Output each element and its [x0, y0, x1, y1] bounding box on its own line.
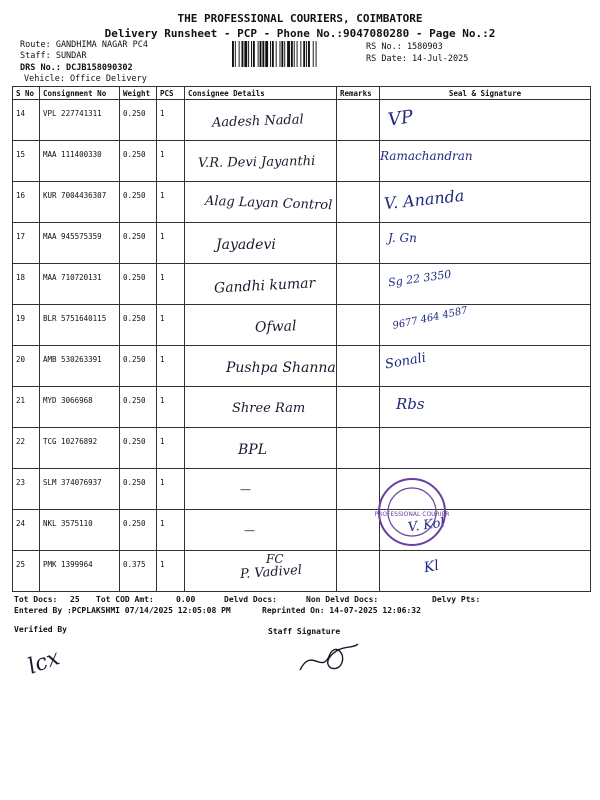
cell-sno: 20	[13, 346, 40, 387]
cell-pcs: 1	[157, 223, 185, 264]
col-consignee: Consignee Details	[185, 87, 337, 100]
cell-sno: 25	[13, 551, 40, 592]
cell-sno: 14	[13, 100, 40, 141]
cell-remarks	[337, 182, 380, 223]
cell-pcs: 1	[157, 264, 185, 305]
recipient-signature: Sonali	[384, 350, 428, 373]
cell-sno: 17	[13, 223, 40, 264]
cell-weight: 0.250	[120, 510, 157, 551]
runsheet-title: Delivery Runsheet - PCP - Phone No.:9047080280 - Page No.:2	[104, 27, 496, 40]
cell-remarks	[337, 100, 380, 141]
consignee-handwriting: —	[244, 524, 255, 537]
rs-number: RS No.: 1580903	[366, 42, 443, 52]
cell-remarks	[337, 264, 380, 305]
cell-weight: 0.250	[120, 182, 157, 223]
cell-pcs: 1	[157, 510, 185, 551]
cell-consignment-no: PMK 1399964	[40, 551, 120, 592]
cell-sno: 23	[13, 469, 40, 510]
delvd-docs-label: Delvd Docs:	[224, 595, 277, 604]
cell-pcs: 1	[157, 551, 185, 592]
cell-pcs: 1	[157, 469, 185, 510]
consignee-handwriting: Gandhi kumar	[213, 275, 316, 297]
consignee-handwriting: Alag Layan Control	[204, 193, 333, 214]
cell-sno: 22	[13, 428, 40, 469]
table-row	[13, 510, 591, 551]
cell-remarks	[337, 223, 380, 264]
cell-signature	[380, 551, 591, 592]
tot-docs-label: Tot Docs:	[14, 595, 58, 604]
cell-remarks	[337, 551, 380, 592]
tot-cod-value: 0.00	[176, 595, 196, 604]
reprinted-on: Reprinted On: 14-07-2025 12:06:32	[262, 606, 421, 615]
recipient-signature: V. Ananda	[383, 185, 466, 214]
cell-consignment-no: KUR 7004436307	[40, 182, 120, 223]
cell-sno: 15	[13, 141, 40, 182]
company-title: THE PROFESSIONAL COURIERS, COIMBATORE	[177, 12, 423, 25]
verified-signature: lcx	[24, 645, 64, 680]
cell-remarks	[337, 141, 380, 182]
seal-text: PROFESSIONAL COURIER	[374, 511, 450, 518]
cell-pcs: 1	[157, 428, 185, 469]
staff-field: Staff: SUNDAR	[20, 51, 87, 61]
cell-weight: 0.250	[120, 305, 157, 346]
cell-pcs: 1	[157, 100, 185, 141]
route-field: Route: GANDHIMA NAGAR PC4	[20, 40, 148, 50]
cell-consignment-no: MAA 710720131	[40, 264, 120, 305]
fc-note: FC	[266, 552, 284, 566]
cell-consignment-no: SLM 374076937	[40, 469, 120, 510]
cell-weight: 0.250	[120, 346, 157, 387]
cell-weight: 0.250	[120, 428, 157, 469]
drs-field: DRS No.: DCJB158090302	[20, 63, 133, 73]
cell-weight: 0.375	[120, 551, 157, 592]
cell-sno: 21	[13, 387, 40, 428]
cell-remarks	[337, 387, 380, 428]
staff-signature-mark	[292, 636, 362, 680]
table-row	[13, 469, 591, 510]
table-row	[13, 428, 591, 469]
consignee-handwriting: Jayadevi	[216, 237, 276, 253]
tot-cod-label: Tot COD Amt:	[96, 595, 154, 604]
cell-weight: 0.250	[120, 469, 157, 510]
consignee-handwriting: Pushpa Shanna	[226, 360, 336, 376]
recipient-signature: Kl	[422, 557, 441, 577]
table-row	[13, 305, 591, 346]
non-delvd-docs-label: Non Delvd Docs:	[306, 595, 379, 604]
cell-sno: 16	[13, 182, 40, 223]
col-seal: Seal & Signature	[380, 87, 591, 100]
rs-date: RS Date: 14-Jul-2025	[366, 54, 469, 64]
cell-remarks	[337, 305, 380, 346]
cell-consignment-no: AMB 530263391	[40, 346, 120, 387]
cell-remarks	[337, 346, 380, 387]
table-row	[13, 223, 591, 264]
recipient-signature: V. Kol	[407, 515, 446, 536]
cell-consignee	[185, 469, 337, 510]
cell-consignment-no: MAA 111400330	[40, 141, 120, 182]
consignee-handwriting: Aadesh Nadal	[211, 112, 304, 131]
cell-pcs: 1	[157, 141, 185, 182]
consignee-handwriting: Ofwal	[254, 318, 297, 336]
consignee-handwriting: BPL	[238, 442, 268, 458]
recipient-signature: 9677 464 4587	[391, 305, 469, 332]
cell-consignment-no: MAA 945575359	[40, 223, 120, 264]
cell-consignment-no: TCG 10276892	[40, 428, 120, 469]
recipient-signature: Rbs	[396, 395, 425, 413]
table-header-row	[13, 87, 591, 100]
delvy-pts-label: Delvy Pts:	[432, 595, 481, 604]
vehicle-field: Vehicle: Office Delivery	[24, 74, 147, 84]
cell-weight: 0.250	[120, 100, 157, 141]
consignee-handwriting: V.R. Devi Jayanthi	[197, 153, 316, 172]
cell-pcs: 1	[157, 182, 185, 223]
cell-weight: 0.250	[120, 264, 157, 305]
consignee-handwriting: P. Vadivel	[239, 562, 303, 583]
seal-stamp	[372, 476, 452, 548]
cell-sno: 19	[13, 305, 40, 346]
cell-sno: 24	[13, 510, 40, 551]
tot-docs-value: 25	[70, 595, 80, 604]
cell-consignee	[185, 510, 337, 551]
consignee-handwriting: Shree Ram	[232, 401, 306, 416]
recipient-signature: Ramachandran	[380, 149, 473, 163]
cell-pcs: 1	[157, 346, 185, 387]
col-remarks: Remarks	[337, 87, 380, 100]
col-pcs: PCS	[157, 87, 185, 100]
entered-by: Entered By :PCPLAKSHMI 07/14/2025 12:05:08 PM	[14, 606, 231, 615]
recipient-signature: VP	[386, 106, 415, 131]
col-weight: Weight	[120, 87, 157, 100]
staff-signature-label: Staff Signature	[268, 627, 341, 636]
col-consignment: Consignment No	[40, 87, 120, 100]
col-sno: S No	[13, 87, 40, 100]
cell-pcs: 1	[157, 305, 185, 346]
verified-by-label: Verified By	[14, 625, 67, 634]
barcode-image	[232, 41, 356, 67]
recipient-signature: Sg 22 3350	[387, 267, 453, 290]
cell-pcs: 1	[157, 387, 185, 428]
cell-weight: 0.250	[120, 223, 157, 264]
cell-remarks	[337, 428, 380, 469]
cell-sno: 18	[13, 264, 40, 305]
cell-consignment-no: BLR 5751640115	[40, 305, 120, 346]
cell-consignment-no: NKL 3575110	[40, 510, 120, 551]
cell-weight: 0.250	[120, 387, 157, 428]
consignee-handwriting: —	[240, 483, 251, 496]
recipient-signature: J. Gn	[388, 231, 417, 245]
cell-consignment-no: MYD 3066968	[40, 387, 120, 428]
cell-consignment-no: VPL 227741311	[40, 100, 120, 141]
cell-weight: 0.250	[120, 141, 157, 182]
cell-signature	[380, 428, 591, 469]
